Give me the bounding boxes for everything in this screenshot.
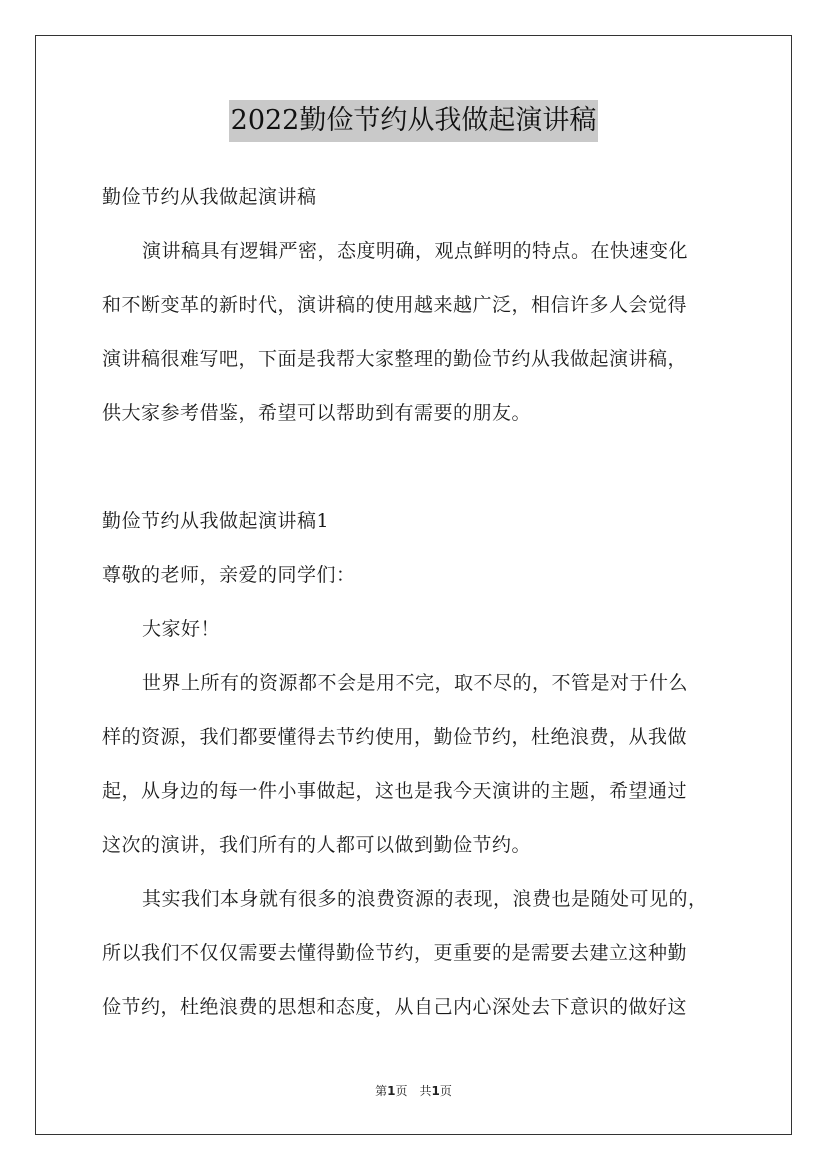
page-total-number: 1 — [431, 1084, 440, 1098]
document-title: 2022勤俭节约从我做起演讲稿 — [229, 100, 599, 142]
section-heading: 勤俭节约从我做起演讲稿1 — [102, 510, 330, 532]
page-suffix: 页 — [439, 1084, 452, 1098]
paragraph-line: 和不断变革的新时代，演讲稿的使用越来越广泛，相信许多人会觉得 — [102, 294, 688, 316]
paragraph-line: 演讲稿很难写吧，下面是我帮大家整理的勤俭节约从我做起演讲稿， — [102, 348, 688, 370]
paragraph-line: 俭节约，杜绝浪费的思想和态度，从自己内心深处去下意识的做好这 — [102, 996, 688, 1018]
page-footer — [0, 1082, 827, 1099]
paragraph-line: 起，从身边的每一件小事做起，这也是我今天演讲的主题，希望通过 — [102, 780, 688, 802]
paragraph-line: 演讲稿具有逻辑严密，态度明确，观点鲜明的特点。在快速变化 — [142, 240, 689, 262]
paragraph-line: 这次的演讲，我们所有的人都可以做到勤俭节约。 — [102, 834, 532, 856]
page-current-number: 1 — [387, 1084, 396, 1098]
salutation-line: 尊敬的老师，亲爱的同学们： — [102, 564, 356, 586]
title-container — [0, 100, 827, 142]
page-prefix: 第 — [375, 1084, 388, 1098]
paragraph-line: 供大家参考借鉴，希望可以帮助到有需要的朋友。 — [102, 402, 532, 424]
greeting-line: 大家好！ — [142, 618, 221, 640]
paragraph-line: 其实我们本身就有很多的浪费资源的表现，浪费也是随处可见的， — [142, 888, 708, 910]
page-mid: 页 共 — [395, 1084, 432, 1098]
paragraph-line: 世界上所有的资源都不会是用不完，取不尽的，不管是对于什么 — [142, 672, 689, 694]
blank-gap — [102, 440, 732, 494]
subtitle-line: 勤俭节约从我做起演讲稿 — [102, 186, 317, 208]
document-body — [102, 170, 732, 1034]
paragraph-line: 样的资源，我们都要懂得去节约使用，勤俭节约，杜绝浪费，从我做 — [102, 726, 688, 748]
paragraph-line: 所以我们不仅仅需要去懂得勤俭节约，更重要的是需要去建立这种勤 — [102, 942, 688, 964]
